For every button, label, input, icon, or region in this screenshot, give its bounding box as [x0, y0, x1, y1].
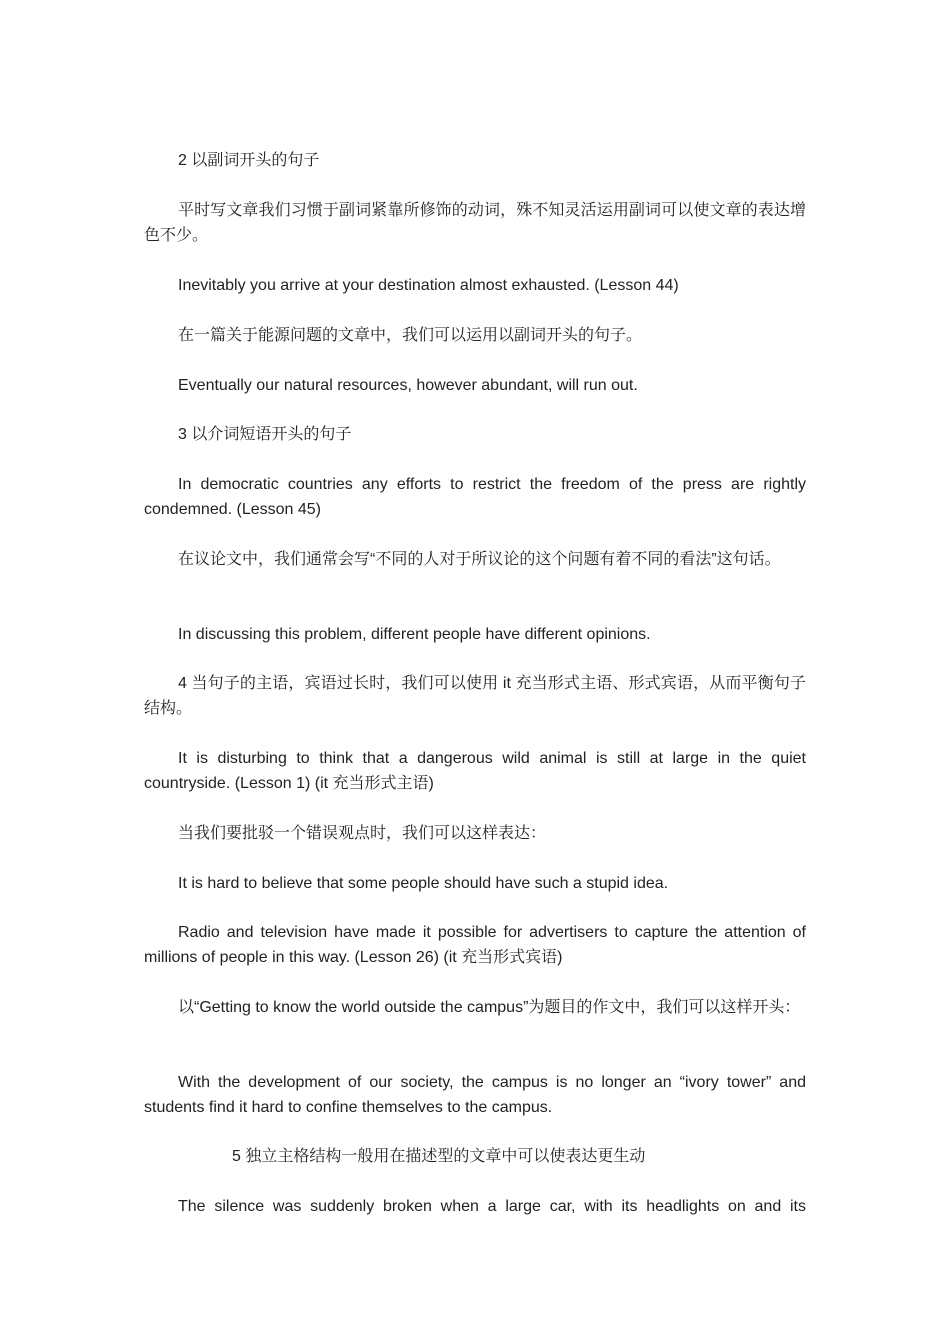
example-sentence: With the development of our society, the campus is no longer an “ivory tower” and students find it hard to confine themselves to the campus. — [144, 1074, 806, 1116]
example-sentence: It is disturbing to think that a dangerous wild animal is still at large in the quiet countryside. (Lesson 1) (it 充当形式主语) — [144, 750, 806, 792]
paragraph: 在一篇关于能源问题的文章中，我们可以运用以副词开头的句子。 — [178, 327, 643, 344]
paragraph: 在议论文中，我们通常会写“不同的人对于所议论的这个问题有着不同的看法”这句话。 — [178, 551, 781, 568]
section-heading-5: 5 独立主格结构一般用在描述型的文章中可以使表达更生动 — [232, 1148, 646, 1165]
example-sentence: In democratic countries any efforts to restrict the freedom of the press are rightly condemned. (Lesson 45) — [144, 476, 806, 518]
example-sentence: The silence was suddenly broken when a large car, with its headlights on and its — [178, 1198, 806, 1215]
example-sentence: Radio and television have made it possible for advertisers to capture the attention of millions of people in this way. (Lesson 26) (it 充当形式宾语) — [144, 924, 806, 966]
paragraph: 当我们要批驳一个错误观点时，我们可以这样表达： — [178, 825, 547, 842]
example-sentence: It is hard to believe that some people should have such a stupid idea. — [178, 875, 669, 892]
section-heading-3: 3 以介词短语开头的句子 — [178, 426, 352, 443]
section-heading-2: 2 以副词开头的句子 — [178, 152, 320, 169]
example-sentence: Inevitably you arrive at your destination almost exhausted. (Lesson 44) — [178, 277, 679, 294]
example-sentence: In discussing this problem, different people have different opinions. — [178, 626, 651, 643]
example-sentence: Eventually our natural resources, however abundant, will run out. — [178, 377, 638, 394]
paragraph: 平时写文章我们习惯于副词紧靠所修饰的动词，殊不知灵活运用副词可以使文章的表达增色不少。 — [144, 202, 806, 244]
paragraph: 以“Getting to know the world outside the campus”为题目的作文中，我们可以这样开头： — [178, 999, 801, 1016]
section-heading-4: 4 当句子的主语，宾语过长时，我们可以使用 it 充当形式主语、形式宾语，从而平衡句子结构。 — [144, 675, 806, 717]
